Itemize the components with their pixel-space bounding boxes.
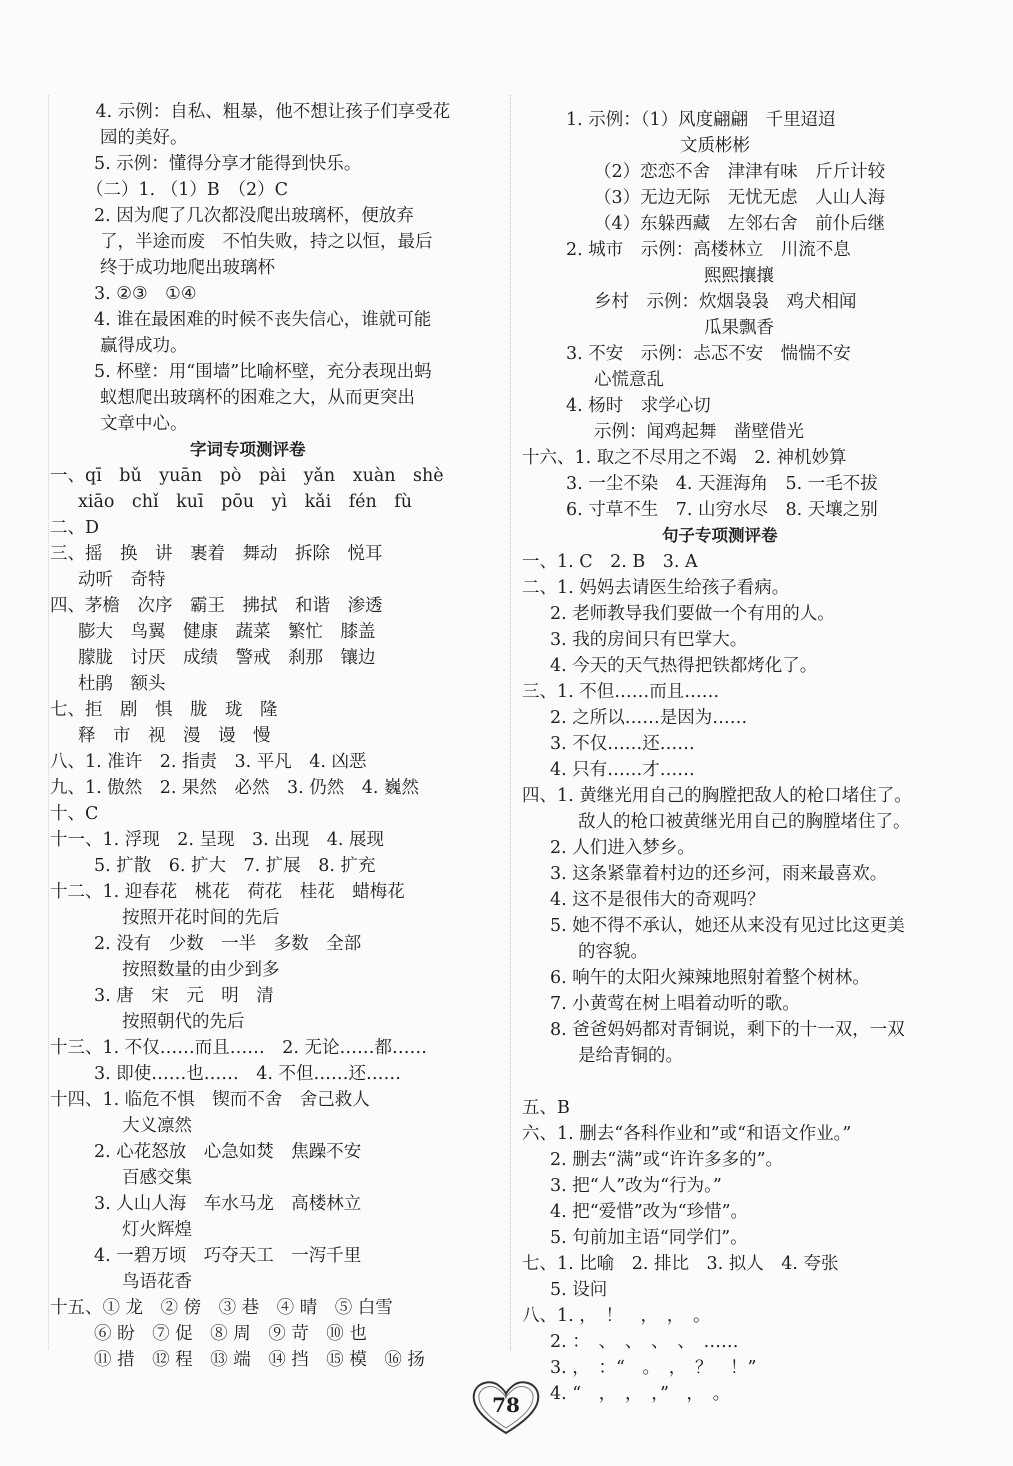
answer-line: ⑥ 盼 ⑦ 促 ⑧ 周 ⑨ 苛 ⑩ 也 bbox=[94, 1324, 367, 1344]
answer-line: 乡村 示例：炊烟袅袅 鸡犬相闻 bbox=[594, 292, 857, 312]
answer-line: 二、1. 妈妈去请医生给孩子看病。 bbox=[522, 578, 790, 598]
answer-line: 蚁想爬出玻璃杯的困难之大，从而更突出 bbox=[100, 388, 415, 408]
answer-line: 膨大 鸟翼 健康 蔬菜 繁忙 膝盖 bbox=[78, 622, 376, 642]
answer-line: 4. 今天的天气热得把铁都烤化了。 bbox=[550, 656, 818, 676]
answer-line: 五、B bbox=[522, 1098, 570, 1118]
answer-line: 4. “ ， ， ，” ， 。 bbox=[550, 1384, 731, 1404]
answer-line: ⑪ 措 ⑫ 程 ⑬ 端 ⑭ 挡 ⑮ 模 ⑯ 扬 bbox=[94, 1350, 425, 1370]
answer-line: 七、1. 比喻 2. 排比 3. 拟人 4. 夸张 bbox=[522, 1254, 839, 1274]
answer-line: 1. 示例：（1）风度翩翩 千里迢迢 bbox=[566, 110, 836, 130]
answer-line: 5. 示例：懂得分享才能得到快乐。 bbox=[94, 154, 362, 174]
answer-line: 熙熙攘攘 bbox=[704, 266, 774, 286]
answer-line: 三、摇 换 讲 裹着 舞动 拆除 悦耳 bbox=[50, 544, 383, 564]
answer-line: 十六、1. 取之不尽用之不竭 2. 神机妙算 bbox=[522, 448, 847, 468]
answer-line: 按照数量的由少到多 bbox=[122, 960, 280, 980]
answer-line: 5. 设问 bbox=[550, 1280, 608, 1300]
column-divider bbox=[510, 95, 511, 1350]
answer-line: 按照朝代的先后 bbox=[122, 1012, 245, 1032]
answer-line: 三、1. 不但……而且…… bbox=[522, 682, 720, 702]
answer-line: 3. 人山人海 车水马龙 高楼林立 bbox=[94, 1194, 362, 1214]
answer-line: 朦胧 讨厌 成绩 警戒 刹那 镶边 bbox=[78, 648, 376, 668]
answer-line: 七、拒 剧 惧 胧 珑 隆 bbox=[50, 700, 278, 720]
answer-line: （3）无边无际 无忧无虑 人山人海 bbox=[594, 188, 886, 208]
answer-line: 四、1. 黄继光用自己的胸膛把敌人的枪口堵住了。 bbox=[522, 786, 912, 806]
answer-line: 3. 把“人”改为“行为。” bbox=[550, 1176, 722, 1196]
section-title: 字词专项测评卷 bbox=[190, 440, 306, 459]
answer-line: 3. 即使……也…… 4. 不但……还…… bbox=[94, 1064, 402, 1084]
answer-line: 赢得成功。 bbox=[100, 336, 188, 356]
answer-line: 十三、1. 不仅……而且…… 2. 无论……都…… bbox=[50, 1038, 428, 1058]
answer-line: 5. 句前加主语“同学们”。 bbox=[550, 1228, 748, 1248]
answer-line: 按照开花时间的先后 bbox=[122, 908, 280, 928]
answer-line: 瓜果飘香 bbox=[704, 318, 774, 338]
answer-line: 3. 我的房间只有巴掌大。 bbox=[550, 630, 748, 650]
answer-line: 一、qī bǔ yuān pò pài yǎn xuàn shè bbox=[50, 466, 444, 486]
answer-line: 3. 一尘不染 4. 天涯海角 5. 一毛不拔 bbox=[566, 474, 878, 494]
answer-line: 5. 她不得不承认，她还从来没有见过比这更美 bbox=[550, 916, 905, 936]
answer-line: 终于成功地爬出玻璃杯 bbox=[100, 258, 275, 278]
answer-line: 大义凛然 bbox=[122, 1116, 192, 1136]
answer-line: 2. ： 、 、 、 、 …… bbox=[550, 1332, 739, 1352]
answer-line: 十四、1. 临危不惧 锲而不舍 舍己救人 bbox=[50, 1090, 370, 1110]
answer-line: 八、1. 准许 2. 指责 3. 平凡 4. 凶恶 bbox=[50, 752, 367, 772]
answer-line: 十五、① 龙 ② 傍 ③ 巷 ④ 晴 ⑤ 白雪 bbox=[50, 1298, 393, 1318]
answer-line: 二、D bbox=[50, 518, 100, 538]
left-margin-rule bbox=[48, 95, 49, 1350]
answer-line: 八、1. ， ！ ， ， 。 bbox=[522, 1306, 711, 1326]
answer-line: 5. 扩散 6. 扩大 7. 扩展 8. 扩充 bbox=[94, 856, 376, 876]
answer-line: 敌人的枪口被黄继光用自己的胸膛堵住了。 bbox=[578, 812, 911, 832]
answer-line: 心慌意乱 bbox=[594, 370, 664, 390]
page-number-badge bbox=[470, 1377, 542, 1437]
answer-line: （二）1. （1）B （2）C bbox=[86, 180, 289, 200]
answer-line: 十二、1. 迎春花 桃花 荷花 桂花 蜡梅花 bbox=[50, 882, 405, 902]
answer-line: 的容貌。 bbox=[578, 942, 648, 962]
answer-line: 十一、1. 浮现 2. 呈现 3. 出现 4. 展现 bbox=[50, 830, 385, 850]
answer-line: 示例：闻鸡起舞 凿壁借光 bbox=[594, 422, 804, 442]
answer-line: 4. 只有……才…… bbox=[550, 760, 695, 780]
answer-line: 7. 小黄莺在树上唱着动听的歌。 bbox=[550, 994, 800, 1014]
answer-line: 2. 城市 示例：高楼林立 川流不息 bbox=[566, 240, 851, 260]
answer-line: 2. 之所以……是因为…… bbox=[550, 708, 748, 728]
answer-line: （4）东躲西藏 左邻右舍 前仆后继 bbox=[594, 214, 886, 234]
answer-line: 百感交集 bbox=[122, 1168, 192, 1188]
answer-line: 5. 杯壁：用“围墙”比喻杯壁，充分表现出蚂 bbox=[94, 362, 432, 382]
answer-line: 释 市 视 漫 谩 慢 bbox=[78, 726, 271, 746]
answer-line: 2. 心花怒放 心急如焚 焦躁不安 bbox=[94, 1142, 362, 1162]
answer-line: 4. 一碧万顷 巧夺天工 一泻千里 bbox=[94, 1246, 362, 1266]
answer-line: 4. 示例：自私、粗暴，他不想让孩子们享受花 bbox=[78, 102, 451, 122]
answer-line: 8. 爸爸妈妈都对青铜说，剩下的十一双，一双 bbox=[550, 1020, 905, 1040]
answer-line: 是给青铜的。 bbox=[578, 1046, 683, 1066]
answer-line: 2. 删去“满”或“许许多多的”。 bbox=[550, 1150, 784, 1170]
answer-line: 3. 这条紧靠着村边的还乡河，雨来最喜欢。 bbox=[550, 864, 888, 884]
page-number: 78 bbox=[492, 1393, 520, 1417]
answer-line: 灯火辉煌 bbox=[122, 1220, 192, 1240]
answer-line: （2）恋恋不舍 津津有味 斤斤计较 bbox=[594, 162, 886, 182]
answer-line: 六、1. 删去“各科作业和”或“和语文作业。” bbox=[522, 1124, 852, 1144]
answer-line: 4. 杨时 求学心切 bbox=[566, 396, 711, 416]
answer-line: 6. 响午的太阳火辣辣地照射着整个树林。 bbox=[550, 968, 870, 988]
answer-line: 文章中心。 bbox=[100, 414, 188, 434]
answer-line: 6. 寸草不生 7. 山穷水尽 8. 天壤之别 bbox=[566, 500, 878, 520]
answer-line: 一、1. C 2. B 3. A bbox=[522, 552, 698, 572]
answer-line: 3. 不仅……还…… bbox=[550, 734, 695, 754]
answer-line: 九、1. 傲然 2. 果然 必然 3. 仍然 4. 巍然 bbox=[50, 778, 420, 798]
answer-line: 3. ②③ ①④ bbox=[94, 284, 197, 304]
answer-line: 鸟语花香 bbox=[122, 1272, 192, 1292]
answer-line: 2. 没有 少数 一半 多数 全部 bbox=[94, 934, 362, 954]
answer-line: 动听 奇特 bbox=[78, 570, 166, 590]
answer-line: 3. 不安 示例：忐忑不安 惴惴不安 bbox=[566, 344, 851, 364]
answer-line: 2. 因为爬了几次都没爬出玻璃杯，便放弃 bbox=[94, 206, 414, 226]
answer-line: 2. 老师教导我们要做一个有用的人。 bbox=[550, 604, 835, 624]
answer-line: xiāo chǐ kuī pōu yì kǎi fén fù bbox=[78, 492, 413, 512]
answer-line: 4. 把“爱惜”改为“珍惜”。 bbox=[550, 1202, 749, 1222]
answer-line: 文质彬彬 bbox=[680, 136, 750, 156]
answer-line: 四、茅檐 次序 霸王 拂拭 和谐 渗透 bbox=[50, 596, 383, 616]
answer-line: 4. 谁在最困难的时候不丧失信心，谁就可能 bbox=[94, 310, 432, 330]
answer-line: 4. 这不是很伟大的奇观吗？ bbox=[550, 890, 765, 910]
answer-line: 杜鹃 额头 bbox=[78, 674, 166, 694]
answer-line: 十、C bbox=[50, 804, 99, 824]
answer-line: 3. 唐 宋 元 明 清 bbox=[94, 986, 274, 1006]
answer-line: 2. 人们进入梦乡。 bbox=[550, 838, 695, 858]
answer-line: 园的美好。 bbox=[100, 128, 188, 148]
answer-line: 了，半途而废 不怕失败，持之以恒，最后 bbox=[100, 232, 433, 252]
section-title: 句子专项测评卷 bbox=[662, 526, 778, 545]
answer-line: 3. ， ：“ 。 ， ？ ！” bbox=[550, 1358, 757, 1378]
